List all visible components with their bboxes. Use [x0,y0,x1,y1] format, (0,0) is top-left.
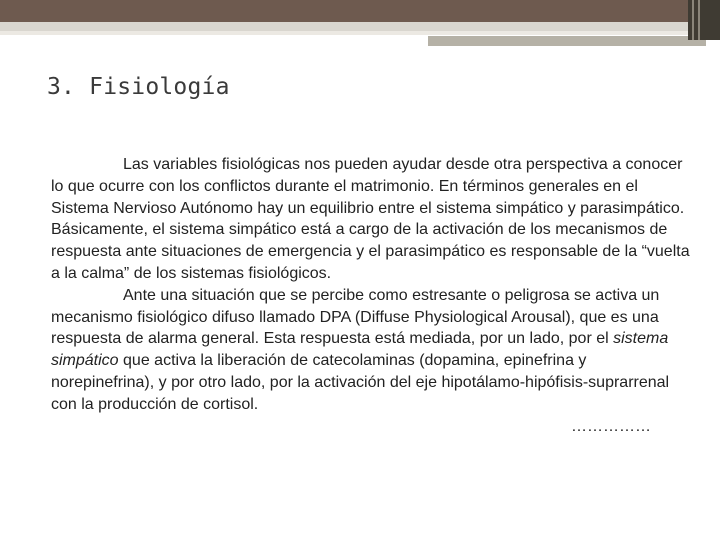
header-stripe [0,22,720,31]
slide-body [51,154,691,437]
paragraph-2-text-a: Ante una situación que se percibe como estresante o peligrosa se activa un mecanismo fisiológico difuso llamado DPA (Diffuse Physiological Arousal), que es una respuesta de alarma general. Esta respuesta está mediada, por un lado, por el [51,286,660,348]
paragraph-2 [51,285,691,416]
paragraph-2-text-b: que activa la liberación de catecolaminas (dopamina, epinefrina y norepinefrina), y por otro lado, por la activación del eje hipotálamo-hipófisis-suprarrenal con la producción de cortisol. [51,352,670,413]
paragraph-1-text: Las variables fisiológicas nos pueden ayudar desde otra perspectiva a conocer lo que ocurre con los conflictos durante el matrimonio. En términos generales en el Sistema Nervioso Autónomo hay un equilibrio entre el sistema simpático y parasimpático. Básicamente, el sistema simpático está a cargo de la activación de los mecanismos de respuesta ante situaciones de emergencia y el parasimpático es responsable de la “vuelta a la calma” de los sistemas fisiológicos. [51,156,690,282]
slide-title: 3. Fisiología [47,74,230,100]
accent-bar [428,36,706,46]
ellipsis: …………… [571,417,651,435]
header-bar [0,0,720,22]
paragraph-2-italic: sistema simpático [51,330,669,370]
paragraph-1 [51,154,691,285]
header-stripe-light [0,31,720,35]
corner-decoration [688,0,720,40]
